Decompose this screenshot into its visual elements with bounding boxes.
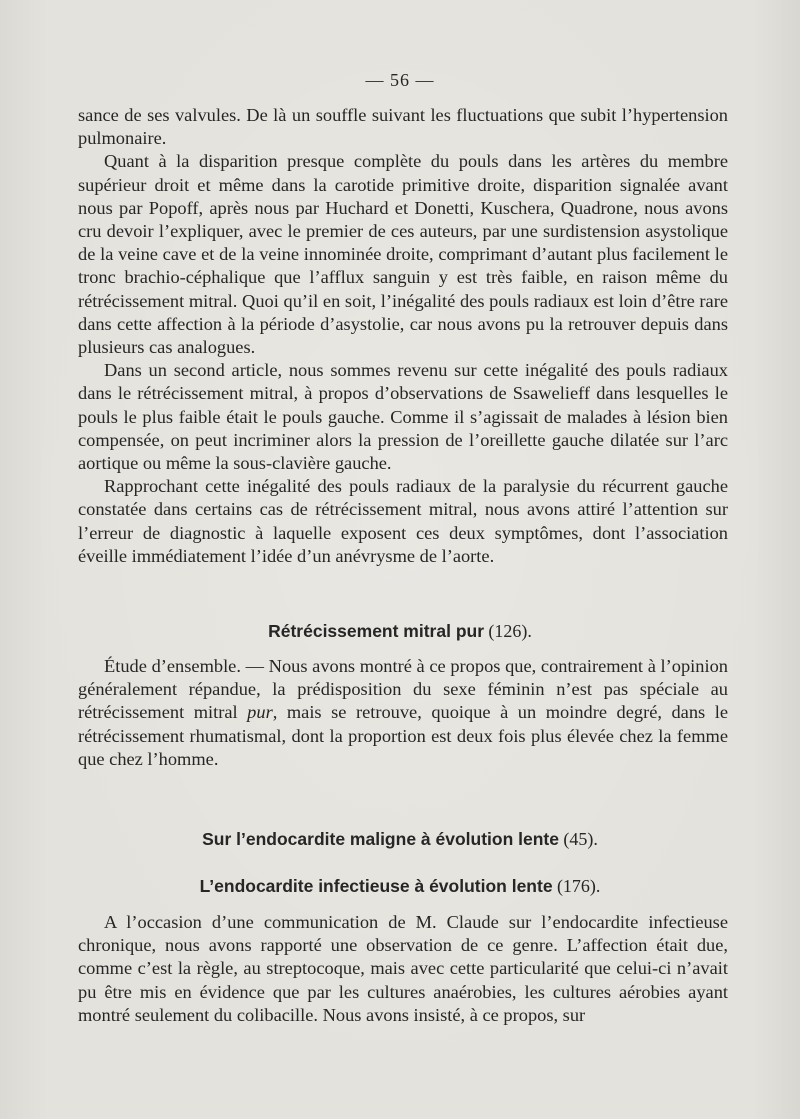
paragraph-hypertension: sance de ses valvules. De là un souffle suivant les fluctuations que subit l’hypertension pulmonaire.	[78, 105, 728, 149]
paragraph-etude-ensemble	[78, 655, 728, 771]
section-heading-retrecissement-mitral-pur	[0, 621, 800, 642]
section-heading-endocardite-maligne	[0, 829, 800, 850]
paragraph-second-article: Dans un second article, nous sommes revenu sur cette inégalité des pouls radiaux dans le rétrécissement mitral, à propos d’observations de Ssawelieff dans lesquelles le pouls le plus faible était le pouls gauche. Comme il s’agissait de malades à lésion bien compensée, on peut incriminer alors la pression de l’oreillette gauche dilatée sur l’arc aortique ou même la sous-clavière gauche.	[78, 360, 728, 474]
section-heading-reference: (176).	[556, 876, 601, 896]
emphasis-pur: pur	[247, 702, 273, 723]
section-heading-reference: (126).	[488, 621, 532, 641]
text-block-continuation	[78, 104, 728, 568]
paragraph-communication-claude: A l’occasion d’une communication de M. Claude sur l’endocardite infectieuse chronique, nous avons rapporté une observation de ce genre. L’affection était due, comme c’est la règle, au streptocoque, mais avec cette particularité que celui-ci n’avait pu être mis en évidence que par les cultures anaérobies, les cultures aérobies ayant montré seulement du colibacille. Nous avons insisté, à ce propos, sur	[78, 912, 728, 1025]
section-heading-endocardite-infectieuse	[0, 876, 800, 897]
section-heading-reference: (45).	[563, 829, 598, 849]
text-block-communication-claude	[78, 911, 728, 1027]
section-heading-title: L’endocardite infectieuse à évolution lente	[199, 876, 553, 896]
section-heading-title: Sur l’endocardite maligne à évolution lente	[202, 829, 559, 849]
paragraph-rapprochant: Rapprochant cette inégalité des pouls radiaux de la paralysie du récurrent gauche constatée dans certains cas de rétrécissement mitral, nous avons attiré l’attention sur l’erreur de diagnostic à laquelle exposent ces deux symptômes, dont l’association éveille immédiatement l’idée d’un anévrysme de l’aorte.	[78, 476, 728, 566]
paragraph-text-end: , mais se retrouve, quoique à un moindre degré, dans le rétrécissement rhumatismal, dont la proportion est deux fois plus élevée chez la femme que chez l’homme.	[78, 702, 728, 769]
paragraph-disparition-pouls: Quant à la disparition presque complète du pouls dans les artères du membre supérieur droit et même dans la carotide primitive droite, disparition signalée avant nous par Popoff, après nous par Huchard et Donetti, Kuschera, Quadrone, nous avons cru devoir l’expliquer, avec le premier de ces auteurs, par une surdistension asystolique de la veine cave et de la veine innominée droite, comprimant d’autant plus facilement le tronc brachio-céphalique que l’afflux sanguin y est très faible, en raison même du rétrécissement mitral. Quoi qu’il en soit, l’inégalité des pouls radiaux est loin d’être rare dans cette affection à la période d’asystolie, car nous avons pu la retrouver depuis dans plusieurs cas analogues.	[78, 151, 728, 358]
text-block-etude-ensemble	[78, 655, 728, 771]
paragraph-text-start: Étude d’ensemble. — Nous avons montré à ce propos que, contrairement à l’opinion généralement répandue, la prédisposition du sexe féminin n’est pas spéciale au rétrécissement mitral	[78, 656, 728, 723]
page-number: — 56 —	[365, 70, 435, 90]
section-heading-title: Rétrécissement mitral pur	[268, 621, 485, 641]
